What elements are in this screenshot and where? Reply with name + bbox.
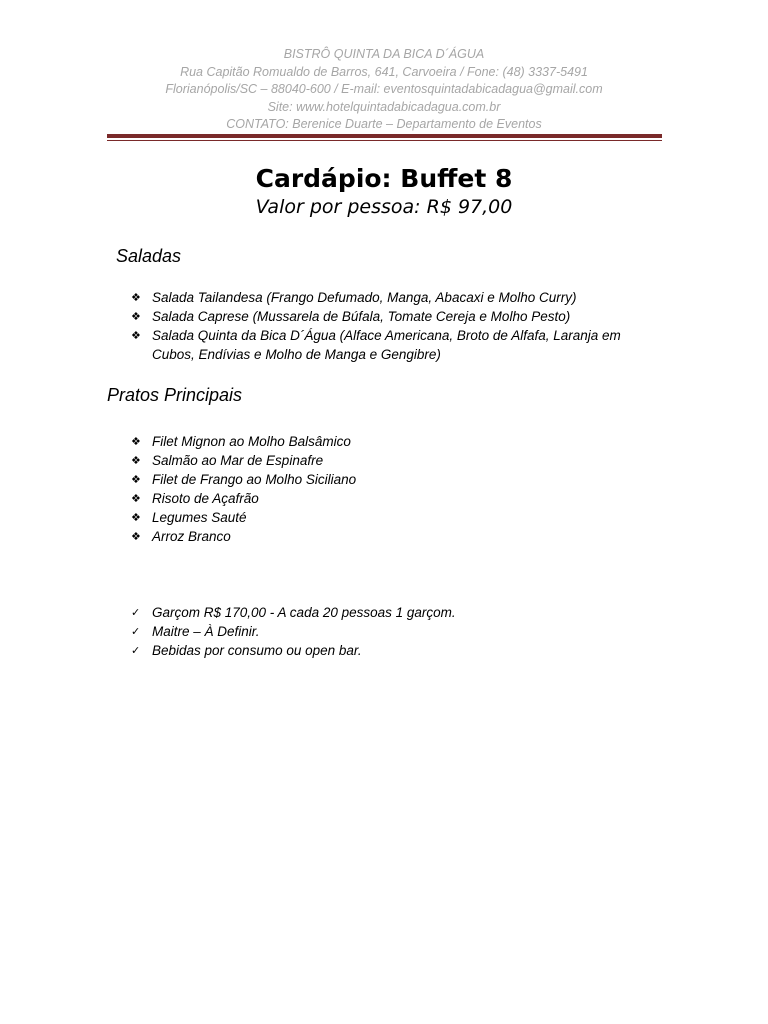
- letterhead: [0, 46, 768, 134]
- section-title-pratos: Pratos Principais: [107, 385, 243, 405]
- list-item: ❖ Filet de Frango ao Molho Siciliano: [131, 472, 357, 487]
- diamond-bullet-icon: ❖: [131, 435, 141, 448]
- pratos-list: [131, 432, 651, 546]
- business-contact: CONTATO: Berenice Duarte – Departamento de Eventos: [226, 117, 542, 131]
- header-divider-thick: [107, 134, 662, 138]
- list-item: ✓ Maitre – À Definir.: [131, 624, 260, 639]
- list-item: ✓ Bebidas por consumo ou open bar.: [131, 643, 362, 658]
- list-item: ❖ Salada Caprese (Mussarela de Búfala, Tomate Cereja e Molho Pesto): [131, 309, 571, 324]
- list-item: ❖ Salada Tailandesa (Frango Defumado, Manga, Abacaxi e Molho Curry): [131, 290, 577, 305]
- diamond-bullet-icon: ❖: [131, 511, 141, 524]
- page-title: Cardápio: Buffet 8: [255, 164, 513, 193]
- diamond-bullet-icon: ❖: [131, 329, 141, 342]
- check-icon: ✓: [131, 606, 141, 619]
- extras-list: [131, 603, 651, 660]
- list-item: ❖ Salmão ao Mar de Espinafre: [131, 453, 324, 468]
- list-item: ❖ Arroz Branco: [131, 529, 231, 544]
- check-icon: ✓: [131, 644, 141, 657]
- diamond-bullet-icon: ❖: [131, 291, 141, 304]
- business-name: BISTRÔ QUINTA DA BICA D´ÁGUA: [283, 47, 485, 61]
- list-item: ❖ Risoto de Açafrão: [131, 491, 259, 506]
- list-item: ❖ Legumes Sauté: [131, 510, 247, 525]
- saladas-list: [131, 288, 651, 364]
- section-title-saladas: Saladas: [116, 246, 182, 266]
- price-per-person: Valor por pessoa: R$ 97,00: [255, 196, 513, 218]
- business-address: Rua Capitão Romualdo de Barros, 641, Carvoeira / Fone: (48) 3337-5491: [180, 64, 588, 79]
- diamond-bullet-icon: ❖: [131, 492, 141, 505]
- diamond-bullet-icon: ❖: [131, 310, 141, 323]
- business-site: Site: www.hotelquintadabicadagua.com.br: [267, 99, 501, 114]
- header-divider-thin: [107, 140, 662, 141]
- business-city-email: Florianópolis/SC – 88040-600 / E-mail: eventosquintadabicadagua@gmail.com: [165, 82, 603, 96]
- diamond-bullet-icon: ❖: [131, 530, 141, 543]
- list-item: ❖ Salada Quinta da Bica D´Água (Alface Americana, Broto de Alfafa, Laranja em Cubos, Endívias e Molho de Manga e Gengibre): [131, 328, 621, 362]
- diamond-bullet-icon: ❖: [131, 473, 141, 486]
- list-item: ❖ Filet Mignon ao Molho Balsâmico: [131, 434, 351, 449]
- diamond-bullet-icon: ❖: [131, 454, 141, 467]
- check-icon: ✓: [131, 625, 141, 638]
- list-item: ✓ Garçom R$ 170,00 - A cada 20 pessoas 1 garçom.: [131, 605, 456, 620]
